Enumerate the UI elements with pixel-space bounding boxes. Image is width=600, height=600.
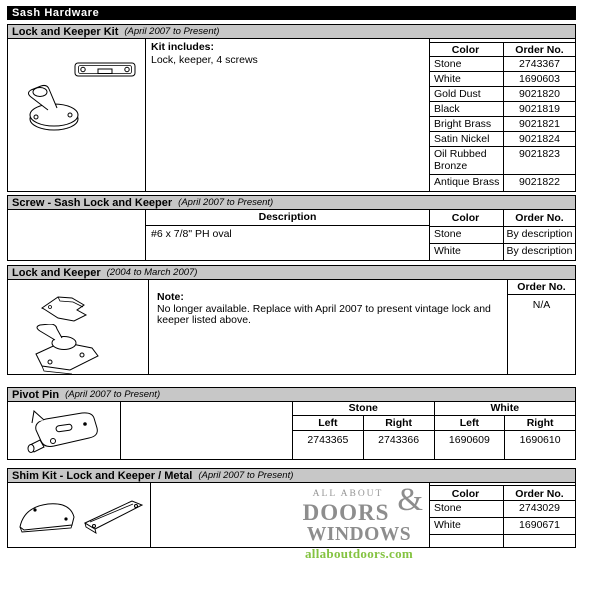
color-cell: White (430, 244, 504, 260)
color-cell: White (430, 518, 504, 534)
order-column-header: Order No. (515, 488, 564, 500)
order-cell: 1690603 (519, 73, 560, 85)
all-about-doors-windows-logo (293, 484, 425, 560)
table-row (430, 71, 575, 86)
old-lock-drawing-icon (22, 324, 122, 374)
page-title: Sash Hardware (7, 6, 576, 20)
color-order-subtable (429, 483, 575, 547)
table-row (430, 146, 575, 174)
section-title: Lock and Keeper Kit (12, 25, 119, 38)
lock-and-keeper-image-cell (8, 280, 149, 374)
sash-lock-drawing-icon (18, 83, 82, 133)
description-value: #6 x 7/8" PH oval (151, 228, 232, 240)
order-cell: 2743367 (519, 58, 560, 70)
table-row (430, 226, 575, 243)
white-right-order: 1690610 (519, 434, 561, 446)
note-cell (149, 280, 508, 374)
kit-includes-description: Lock, keeper, 4 screws (151, 54, 258, 66)
color-cell: Oil Rubbed Bronze (430, 147, 504, 174)
logo-line-windows: WINDOWS (306, 523, 412, 545)
stone-group-header: Stone (293, 402, 435, 415)
color-cell: Stone (430, 501, 504, 517)
order-cell: 9021821 (519, 118, 560, 130)
stone-left-header: Left (293, 416, 364, 430)
order-cell: 9021819 (519, 103, 560, 115)
logo-line-all-about: ALL ABOUT (312, 489, 384, 499)
logo-line-doors: DOORS (302, 499, 390, 525)
empty-cell (121, 402, 293, 459)
left-right-header-row (293, 416, 575, 431)
order-cell: N/A (532, 299, 551, 311)
finish-group-header-row (293, 402, 575, 416)
kit-includes-label: Kit includes: (151, 41, 215, 53)
logo-ampersand: & (397, 482, 423, 518)
stone-left-order: 2743365 (293, 431, 364, 459)
lock-and-keeper-kit-image-cell (8, 39, 146, 191)
table-row (430, 101, 575, 116)
color-column-header: Color (430, 43, 504, 56)
section-date-range: (April 2007 to Present) (198, 470, 294, 481)
screw-table (7, 209, 576, 261)
catalog-page (7, 6, 576, 561)
color-cell: White (430, 72, 504, 86)
stone-right-order: 2743366 (364, 431, 435, 459)
lock-and-keeper-table (7, 279, 576, 375)
order-cell: 2743029 (519, 502, 560, 514)
section-header-lock-and-keeper-kit (7, 24, 576, 39)
white-group-header: White (490, 402, 520, 414)
table-row (430, 500, 575, 517)
section-title: Lock and Keeper (12, 266, 101, 279)
stone-right-header: Right (364, 416, 435, 430)
shim-bar-drawing-icon (80, 495, 148, 537)
table-row (430, 131, 575, 146)
shim-plate-drawing-icon (14, 497, 78, 539)
table-row (430, 174, 575, 191)
logo-website-url: allaboutdoors.com (304, 546, 414, 561)
section-title: Screw - Sash Lock and Keeper (12, 196, 173, 209)
order-column-header: Order No. (515, 212, 564, 224)
table-header-row (430, 485, 575, 500)
section-header-lock-and-keeper (7, 265, 576, 280)
empty-order-cell (504, 535, 575, 547)
keeper-plate-drawing-icon (74, 61, 136, 79)
pivot-pin-table (7, 401, 576, 460)
empty-color-cell (430, 535, 504, 547)
section-header-shim-kit (7, 468, 576, 483)
note-label: Note: (157, 291, 184, 303)
order-column (508, 280, 575, 374)
empty-row (430, 534, 575, 547)
white-left-order: 1690609 (435, 431, 506, 459)
table-row (430, 116, 575, 131)
color-cell: Black (430, 102, 504, 116)
table-row (430, 243, 575, 260)
section-date-range: (April 2007 to Present) (124, 26, 220, 37)
lock-and-keeper-kit-table (7, 38, 576, 192)
table-row (430, 56, 575, 71)
order-cell: By description (506, 228, 573, 240)
color-column-header: Color (430, 486, 504, 500)
table-header-row (430, 210, 575, 226)
section-date-range: (April 2007 to Present) (178, 197, 274, 208)
order-cell: 9021823 (519, 148, 560, 160)
order-number-row (293, 431, 575, 459)
old-keeper-drawing-icon (36, 290, 116, 322)
color-cell: Stone (430, 227, 504, 243)
section-header-pivot-pin (7, 387, 576, 402)
color-cell: Stone (430, 57, 504, 71)
pivot-pin-image-cell (8, 402, 121, 459)
order-cell: 9021822 (519, 176, 560, 188)
shim-kit-table (7, 482, 576, 561)
color-order-subtable (429, 210, 575, 260)
section-date-range: (April 2007 to Present) (65, 389, 161, 400)
watermark-cell (151, 482, 429, 561)
order-cell: 9021820 (519, 88, 560, 100)
order-cell: 9021824 (519, 133, 560, 145)
white-right-header: Right (526, 417, 554, 429)
kit-includes-cell (146, 39, 429, 191)
table-header-row (430, 42, 575, 56)
order-column-header: Order No. (508, 280, 575, 295)
stone-white-subtable (293, 402, 575, 459)
section-date-range: (2004 to March 2007) (106, 267, 198, 278)
section-header-screw-sash-lock-and-keeper (7, 195, 576, 210)
color-cell: Satin Nickel (430, 132, 504, 146)
order-column-header: Order No. (515, 44, 564, 56)
white-left-header: Left (435, 416, 506, 430)
color-cell: Antique Brass (430, 175, 504, 191)
order-cell: 1690671 (519, 519, 560, 531)
note-text: No longer available. Replace with April 2007 to present vintage lock and keeper listed above. (157, 302, 491, 326)
color-order-subtable (429, 39, 575, 191)
description-column (146, 210, 429, 260)
color-cell: Bright Brass (430, 117, 504, 131)
table-row (430, 517, 575, 534)
color-column-header: Color (430, 210, 504, 226)
pivot-pin-drawing-icon (22, 409, 108, 457)
screw-image-cell (8, 210, 146, 260)
shim-kit-image-cell (8, 483, 151, 547)
order-cell: By description (506, 245, 573, 257)
description-column-header: Description (146, 210, 429, 226)
color-cell: Gold Dust (430, 87, 504, 101)
table-row (430, 86, 575, 101)
section-title: Shim Kit - Lock and Keeper / Metal (12, 469, 193, 482)
section-title: Pivot Pin (12, 388, 60, 401)
